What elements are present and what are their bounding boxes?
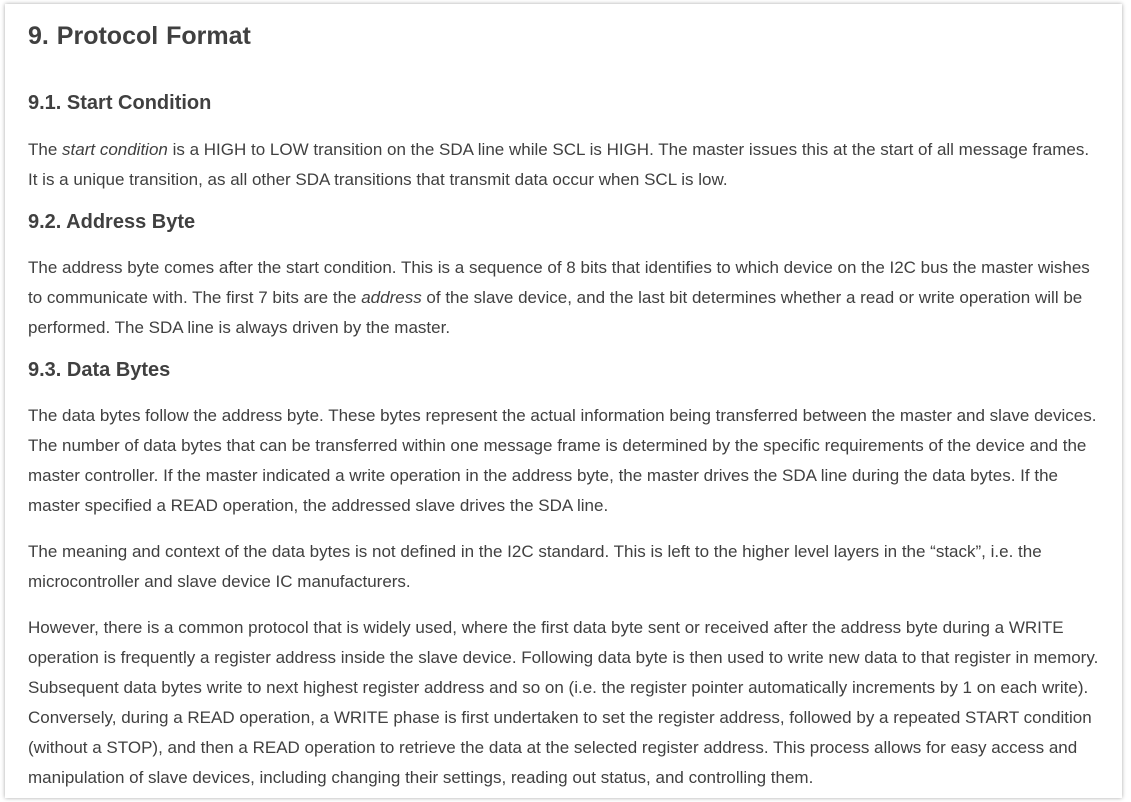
document-content [5, 4, 1122, 793]
text-span: is a HIGH to LOW transition on the SDA line while SCL is HIGH. The master issues this at the start of all message frames. It is a unique transition, as all other SDA transitions that transmit data occur when SCL is low. [28, 140, 1090, 189]
emphasis-address: address [361, 288, 422, 307]
document-frame [5, 4, 1122, 798]
paragraph-address-byte [28, 253, 1100, 343]
section-heading-start-condition: 9.1. Start Condition [28, 92, 212, 114]
paragraph-data-bytes-3: However, there is a common protocol that is widely used, where the first data byte sent or received after the address byte during a WRITE operation is frequently a register address inside the slave device. Following data byte is then used to write new data to that register in memory. Subsequent data bytes write to next highest register address and so on (i.e. the register pointer automatically increments by 1 on each write). Conversely, during a READ operation, a WRITE phase is first undertaken to set the register address, followed by a repeated START condition (without a STOP), and then a READ operation to retrieve the data at the selected register address. This process allows for easy access and manipulation of slave devices, including changing their settings, reading out status, and controlling them. [28, 618, 1099, 787]
text-span: The [28, 140, 63, 159]
paragraph-data-bytes-2: The meaning and context of the data bytes is not defined in the I2C standard. This is left to the higher level layers in the “stack”, i.e. the microcontroller and slave device IC manufacturers. [28, 542, 1042, 591]
paragraph-data-bytes-1: The data bytes follow the address byte. These bytes represent the actual information being transferred between the master and slave devices. The number of data bytes that can be transferred within one message frame is determined by the specific requirements of the device and the master controller. If the master indicated a write operation in the address byte, the master drives the SDA line during the data bytes. If the master specified a READ operation, the addressed slave drives the SDA line. [28, 406, 1097, 515]
paragraph-start-condition [28, 135, 1100, 195]
text-span: of the slave device, and the last bit determines whether a read or write operation will be performed. The SDA line is always driven by the master. [28, 288, 1083, 337]
section-heading-address-byte: 9.2. Address Byte [28, 211, 196, 233]
text-span: The address byte comes after the start condition. This is a sequence of 8 bits that identifies to which device on the I2C bus the master wishes to communicate with. The first 7 bits are the [28, 258, 1090, 307]
section-heading-data-bytes: 9.3. Data Bytes [28, 359, 171, 381]
page-title: 9. Protocol Format [28, 22, 251, 50]
emphasis-start-condition: start condition [62, 140, 168, 159]
